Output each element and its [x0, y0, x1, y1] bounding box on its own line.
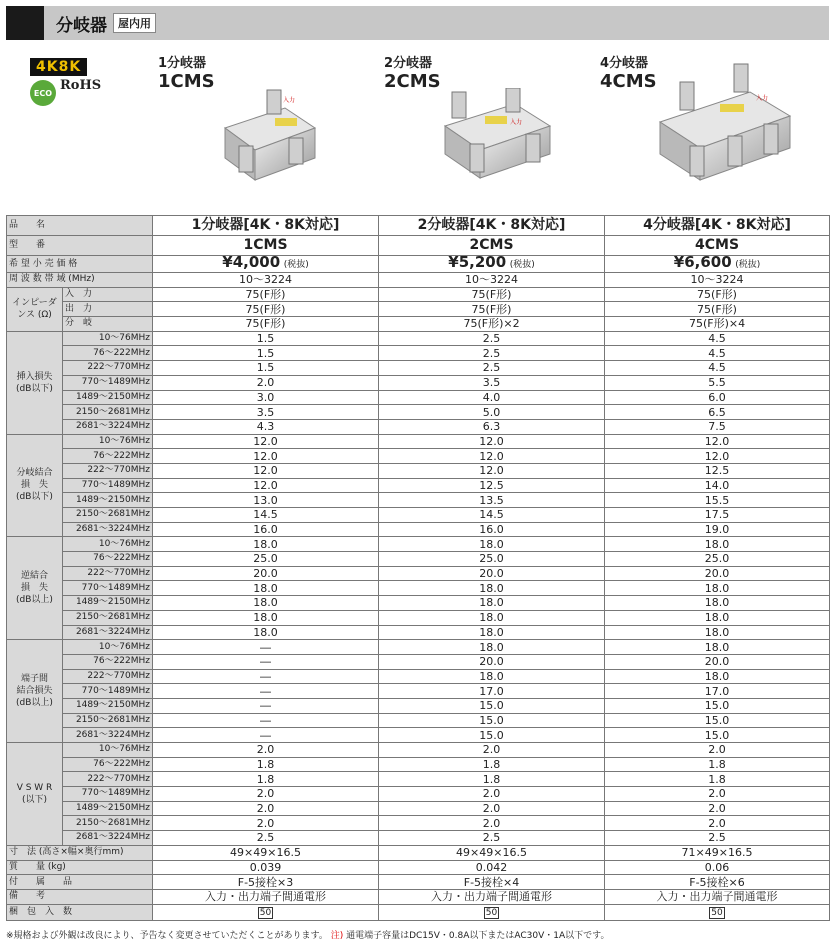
freq-label: 2681～3224MHz	[63, 831, 153, 846]
product-model: 1CMS	[158, 71, 215, 92]
cell-value: 20.0	[379, 566, 605, 581]
table-row	[7, 625, 830, 640]
table-row	[7, 831, 830, 846]
cell-value: 4分岐器[4K・8K対応]	[605, 216, 830, 236]
device-in-label: 入力	[756, 95, 769, 102]
cell-value: 18.0	[605, 669, 830, 684]
group-label: 端子間 結合損失 (dB以上)	[7, 640, 63, 743]
cell-value: 15.0	[379, 713, 605, 728]
cell-value: 4.5	[605, 331, 830, 346]
cell-value: ―	[153, 640, 379, 655]
cell-value: 18.0	[379, 537, 605, 552]
cell-value: 1.8	[605, 772, 830, 787]
table-row	[7, 787, 830, 802]
cell-value: 4.5	[605, 361, 830, 376]
cell-value: 2.5	[605, 831, 830, 846]
cell-value	[379, 904, 605, 920]
spec-table	[6, 215, 830, 921]
cell-value: 20.0	[605, 566, 830, 581]
cell-value: F-5接栓×6	[605, 875, 830, 890]
row-label: 寸 法 (高さ×幅×奥行mm)	[7, 845, 153, 860]
table-row	[7, 390, 830, 405]
section-title: 分岐器	[56, 15, 107, 36]
cell-value: 12.0	[153, 478, 379, 493]
freq-label: 2150～2681MHz	[63, 610, 153, 625]
cell-value: 2.0	[379, 787, 605, 802]
product-model: 2CMS	[384, 71, 441, 92]
cell-value: 2.0	[605, 743, 830, 758]
cell-value: 1.8	[379, 757, 605, 772]
cell-value: 4.0	[379, 390, 605, 405]
cell-value: 10～3224	[153, 273, 379, 288]
tax-note: (税抜)	[509, 260, 535, 270]
cell-value: 12.0	[153, 463, 379, 478]
table-row	[7, 463, 830, 478]
cell-value: 25.0	[153, 552, 379, 567]
cell-value: 14.0	[605, 478, 830, 493]
freq-label: 76～222MHz	[63, 552, 153, 567]
splitter-1cms-image	[205, 88, 325, 198]
cell-value: 75(F形)	[153, 317, 379, 332]
header-block	[6, 6, 44, 40]
cell-value: 18.0	[153, 610, 379, 625]
cell-value: 15.0	[379, 728, 605, 743]
cell-value: 2.0	[379, 816, 605, 831]
freq-label: 1489～2150MHz	[63, 596, 153, 611]
cell-value: 1.8	[379, 772, 605, 787]
cell-value: 2.0	[153, 816, 379, 831]
cell-value: 6.5	[605, 405, 830, 420]
freq-label: 770～1489MHz	[63, 787, 153, 802]
row-label: 周 波 数 帯 域 (MHz)	[7, 273, 153, 288]
freq-label: 10～76MHz	[63, 331, 153, 346]
cell-value: 75(F形)	[379, 302, 605, 317]
table-row	[7, 596, 830, 611]
freq-label: 770～1489MHz	[63, 684, 153, 699]
cell-value	[153, 904, 379, 920]
cell-value: 71×49×16.5	[605, 845, 830, 860]
cell-value: 75(F形)	[605, 302, 830, 317]
freq-label: 2681～3224MHz	[63, 522, 153, 537]
footnote-text2: 通電端子容量はDC15V・0.8A以下またはAC30V・1A以下です。	[346, 931, 610, 941]
table-row	[7, 493, 830, 508]
cell-value: 2.0	[379, 801, 605, 816]
freq-label: 10～76MHz	[63, 743, 153, 758]
cell-value: 3.5	[379, 375, 605, 390]
table-row	[7, 684, 830, 699]
cell-value: 2.5	[379, 361, 605, 376]
cell-value: 1CMS	[153, 236, 379, 256]
cell-value: 13.0	[153, 493, 379, 508]
table-row	[7, 331, 830, 346]
cell-value: ―	[153, 669, 379, 684]
cell-value: 18.0	[379, 581, 605, 596]
table-row	[7, 508, 830, 523]
freq-label: 1489～2150MHz	[63, 698, 153, 713]
cell-value: 20.0	[153, 566, 379, 581]
section-header	[6, 6, 829, 40]
sub-label: 分 岐	[63, 317, 153, 332]
row-label: 付 属 品	[7, 875, 153, 890]
cell-value: 20.0	[605, 654, 830, 669]
cell-value: 1.8	[605, 757, 830, 772]
freq-label: 76～222MHz	[63, 654, 153, 669]
cell-value: ―	[153, 713, 379, 728]
cell-value: 4CMS	[605, 236, 830, 256]
group-label: 挿入損失 (dB以下)	[7, 331, 63, 434]
cell-value: 入力・出力端子間通電形	[379, 889, 605, 904]
cell-value: 18.0	[379, 610, 605, 625]
table-row	[7, 537, 830, 552]
table-row	[7, 743, 830, 758]
cell-value: 2.0	[379, 743, 605, 758]
cell-value: 16.0	[379, 522, 605, 537]
table-row	[7, 581, 830, 596]
cell-value: 2分岐器[4K・8K対応]	[379, 216, 605, 236]
cell-value	[605, 904, 830, 920]
table-row	[7, 801, 830, 816]
freq-label: 76～222MHz	[63, 346, 153, 361]
cell-value: 2.0	[153, 743, 379, 758]
cell-value: 18.0	[153, 625, 379, 640]
freq-label: 10～76MHz	[63, 537, 153, 552]
footnote-text: ※規格および外観は改良により、予告なく変更させていただくことがあります。	[6, 931, 328, 941]
cell-value: 1.5	[153, 346, 379, 361]
freq-label: 222～770MHz	[63, 772, 153, 787]
cell-value: 12.5	[379, 478, 605, 493]
cell-value: 14.5	[153, 508, 379, 523]
cell-value: 6.0	[605, 390, 830, 405]
product-model: 4CMS	[600, 71, 657, 92]
table-row	[7, 610, 830, 625]
table-row	[7, 522, 830, 537]
table-row	[7, 434, 830, 449]
table-row	[7, 640, 830, 655]
freq-label: 76～222MHz	[63, 449, 153, 464]
table-row	[7, 346, 830, 361]
table-row	[7, 216, 830, 236]
table-row	[7, 405, 830, 420]
freq-label: 222～770MHz	[63, 566, 153, 581]
cell-value: 17.0	[605, 684, 830, 699]
cell-value: 1.8	[153, 757, 379, 772]
cell-value: 49×49×16.5	[379, 845, 605, 860]
splitter-4cms-image	[650, 62, 800, 202]
cell-value: 3.0	[153, 390, 379, 405]
table-row	[7, 552, 830, 567]
cell-value: 13.5	[379, 493, 605, 508]
freq-label: 1489～2150MHz	[63, 801, 153, 816]
cell-value: 2.5	[153, 831, 379, 846]
cell-value: 2.0	[605, 801, 830, 816]
cell-value: 0.042	[379, 860, 605, 875]
group-label: インピーダンス (Ω)	[7, 287, 63, 331]
freq-label: 1489～2150MHz	[63, 390, 153, 405]
table-row	[7, 904, 830, 920]
cell-value: 15.0	[605, 728, 830, 743]
freq-label: 2150～2681MHz	[63, 508, 153, 523]
pack-quantity: 50	[485, 907, 498, 918]
cell-value: ―	[153, 684, 379, 699]
cell-value: 2.0	[153, 787, 379, 802]
pack-quantity: 50	[259, 907, 272, 918]
cell-value: 5.0	[379, 405, 605, 420]
freq-label: 222～770MHz	[63, 463, 153, 478]
group-label: 分岐結合 損 失 (dB以下)	[7, 434, 63, 537]
table-row	[7, 302, 830, 317]
cell-value: 18.0	[605, 625, 830, 640]
cell-value: 10～3224	[605, 273, 830, 288]
cell-value: 2.0	[605, 787, 830, 802]
cell-value: 1分岐器[4K・8K対応]	[153, 216, 379, 236]
cell-value: 18.0	[379, 625, 605, 640]
cell-value: 75(F形)×4	[605, 317, 830, 332]
row-label: 品 名	[7, 216, 153, 236]
cell-value: 75(F形)	[153, 287, 379, 302]
freq-label: 76～222MHz	[63, 757, 153, 772]
footnote-mark: 注)	[330, 931, 344, 941]
cell-value: 0.06	[605, 860, 830, 875]
product-2cms-heading	[384, 56, 441, 92]
cell-value: 2.0	[153, 801, 379, 816]
cell-value	[153, 253, 379, 273]
table-row	[7, 728, 830, 743]
cell-value: 18.0	[605, 596, 830, 611]
cell-value: 18.0	[153, 596, 379, 611]
price-value: ¥6,600	[673, 253, 732, 271]
cell-value: 20.0	[379, 654, 605, 669]
cell-value: 4.5	[605, 346, 830, 361]
table-row	[7, 361, 830, 376]
table-row	[7, 449, 830, 464]
row-label: 備 考	[7, 889, 153, 904]
group-label: 逆結合 損 失 (dB以上)	[7, 537, 63, 640]
cell-value: 入力・出力端子間通電形	[605, 889, 830, 904]
cell-value: 1.8	[153, 772, 379, 787]
row-label: 梱 包 入 数	[7, 904, 153, 920]
freq-label: 2681～3224MHz	[63, 625, 153, 640]
cell-value: 18.0	[605, 640, 830, 655]
cell-value: 25.0	[605, 552, 830, 567]
cell-value: ―	[153, 698, 379, 713]
cell-value: 3.5	[153, 405, 379, 420]
cell-value: 17.0	[379, 684, 605, 699]
table-row	[7, 757, 830, 772]
device-in-label: 入力	[510, 119, 523, 126]
table-row	[7, 889, 830, 904]
freq-label: 10～76MHz	[63, 434, 153, 449]
cell-value: 14.5	[379, 508, 605, 523]
cell-value: 2.0	[153, 375, 379, 390]
cell-value: 5.5	[605, 375, 830, 390]
table-row	[7, 875, 830, 890]
freq-label: 2150～2681MHz	[63, 405, 153, 420]
cell-value: 18.0	[153, 537, 379, 552]
freq-label: 770～1489MHz	[63, 581, 153, 596]
cell-value: 75(F形)×2	[379, 317, 605, 332]
sub-label: 出 力	[63, 302, 153, 317]
cell-value: 10～3224	[379, 273, 605, 288]
cell-value: 1.5	[153, 331, 379, 346]
cell-value: 15.0	[605, 713, 830, 728]
cell-value: 18.0	[605, 610, 830, 625]
cell-value: 18.0	[379, 669, 605, 684]
cell-value: 12.0	[379, 434, 605, 449]
cell-value: 12.0	[153, 449, 379, 464]
cell-value: 12.0	[379, 463, 605, 478]
cell-value: F-5接栓×4	[379, 875, 605, 890]
cell-value: 2.5	[379, 831, 605, 846]
cell-value: 15.0	[605, 698, 830, 713]
rohs-logo: RoHS	[60, 78, 102, 93]
cell-value: 15.5	[605, 493, 830, 508]
sub-label: 入 力	[63, 287, 153, 302]
tax-note: (税抜)	[735, 260, 761, 270]
product-label: 4分岐器	[600, 56, 649, 71]
cell-value: 19.0	[605, 522, 830, 537]
table-row	[7, 845, 830, 860]
cell-value: 2.5	[379, 331, 605, 346]
freq-label: 222～770MHz	[63, 669, 153, 684]
splitter-2cms-image	[430, 88, 560, 198]
cell-value: 入力・出力端子間通電形	[153, 889, 379, 904]
freq-label: 2681～3224MHz	[63, 419, 153, 434]
row-label: 希 望 小 売 価 格	[7, 256, 153, 273]
cell-value: ―	[153, 654, 379, 669]
price-value: ¥5,200	[448, 253, 507, 271]
cell-value: 2CMS	[379, 236, 605, 256]
cell-value: 18.0	[605, 537, 830, 552]
table-row	[7, 860, 830, 875]
group-label: V S W R (以下)	[7, 743, 63, 846]
freq-label: 2681～3224MHz	[63, 728, 153, 743]
cell-value: 12.0	[605, 434, 830, 449]
cell-value: 12.5	[605, 463, 830, 478]
eco-logo: ECO	[30, 80, 56, 106]
cell-value: 1.5	[153, 361, 379, 376]
table-row	[7, 713, 830, 728]
cell-value: ―	[153, 728, 379, 743]
cell-value	[379, 253, 605, 273]
table-row	[7, 816, 830, 831]
indoor-tag: 屋内用	[113, 13, 156, 33]
cell-value: 75(F形)	[153, 302, 379, 317]
cell-value: 12.0	[379, 449, 605, 464]
cell-value: 18.0	[379, 640, 605, 655]
table-row	[7, 566, 830, 581]
product-label: 2分岐器	[384, 56, 433, 71]
freq-label: 1489～2150MHz	[63, 493, 153, 508]
cell-value: 12.0	[605, 449, 830, 464]
cell-value: 7.5	[605, 419, 830, 434]
table-row	[7, 478, 830, 493]
cell-value: 4.3	[153, 419, 379, 434]
freq-label: 222～770MHz	[63, 361, 153, 376]
cell-value: 16.0	[153, 522, 379, 537]
tax-note: (税抜)	[283, 260, 309, 270]
4k8k-logo: 4K8K	[30, 58, 87, 76]
row-label: 型 番	[7, 236, 153, 256]
table-row	[7, 287, 830, 302]
cell-value: F-5接栓×3	[153, 875, 379, 890]
table-row	[7, 375, 830, 390]
table-row	[7, 654, 830, 669]
table-row	[7, 698, 830, 713]
freq-label: 770～1489MHz	[63, 478, 153, 493]
cell-value: 0.039	[153, 860, 379, 875]
freq-label: 770～1489MHz	[63, 375, 153, 390]
cell-value: 12.0	[153, 434, 379, 449]
cell-value: 18.0	[153, 581, 379, 596]
product-1cms-heading	[158, 56, 215, 92]
cell-value	[605, 253, 830, 273]
table-row	[7, 273, 830, 288]
cell-value: 6.3	[379, 419, 605, 434]
table-row	[7, 669, 830, 684]
cell-value: 75(F形)	[605, 287, 830, 302]
certification-logos	[30, 56, 110, 116]
cell-value: 2.5	[379, 346, 605, 361]
price-value: ¥4,000	[222, 253, 281, 271]
freq-label: 2150～2681MHz	[63, 816, 153, 831]
cell-value: 25.0	[379, 552, 605, 567]
footnote	[6, 928, 609, 941]
freq-label: 10～76MHz	[63, 640, 153, 655]
table-row	[7, 256, 830, 273]
cell-value: 17.5	[605, 508, 830, 523]
product-label: 1分岐器	[158, 56, 207, 71]
cell-value: 18.0	[379, 596, 605, 611]
cell-value: 2.0	[605, 816, 830, 831]
row-label: 質 量 (kg)	[7, 860, 153, 875]
cell-value: 49×49×16.5	[153, 845, 379, 860]
cell-value: 75(F形)	[379, 287, 605, 302]
device-in-label: 入力	[283, 97, 296, 104]
table-row	[7, 419, 830, 434]
cell-value: 15.0	[379, 698, 605, 713]
cell-value: 18.0	[605, 581, 830, 596]
table-row	[7, 317, 830, 332]
table-row	[7, 772, 830, 787]
pack-quantity: 50	[711, 907, 723, 918]
product-4cms-heading	[600, 56, 657, 92]
freq-label: 2150～2681MHz	[63, 713, 153, 728]
